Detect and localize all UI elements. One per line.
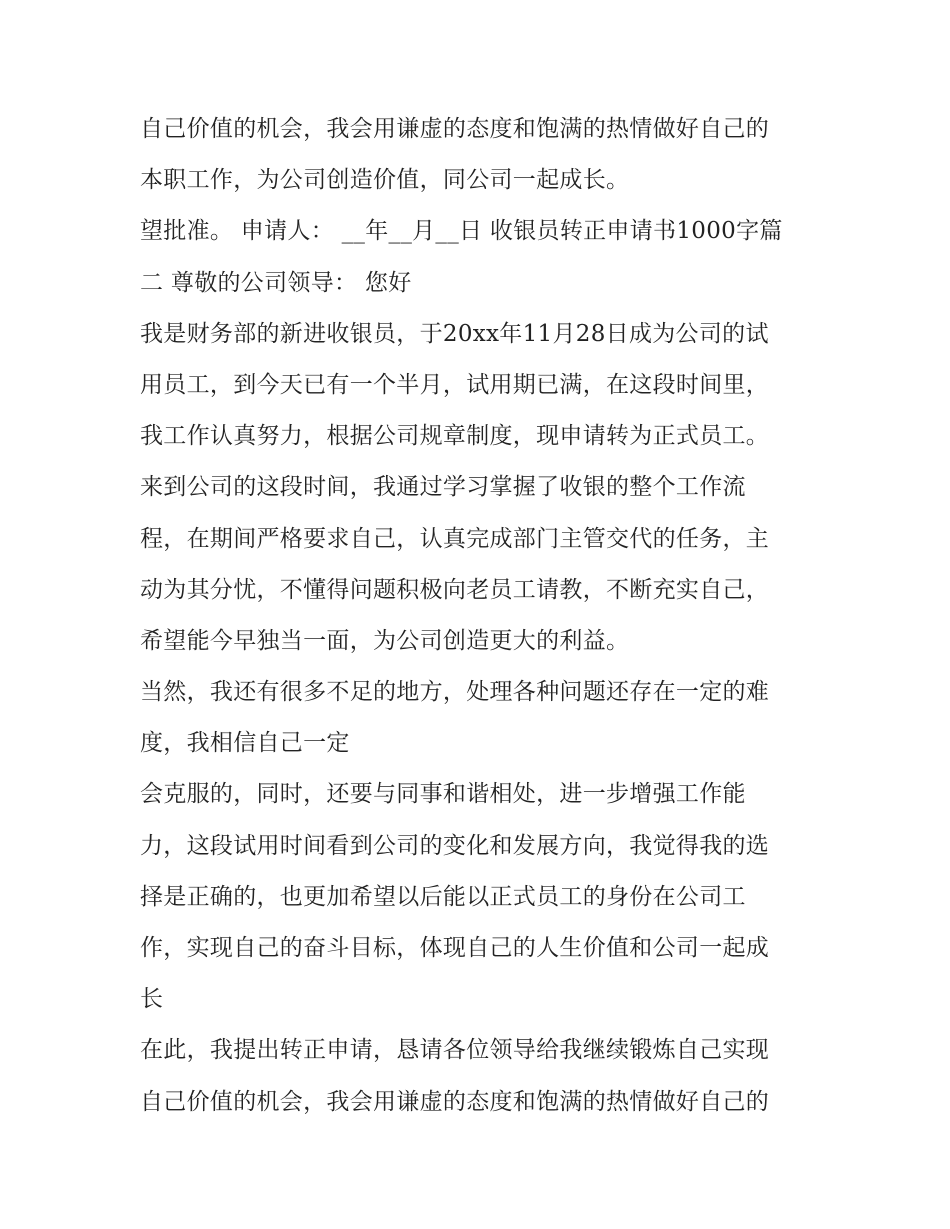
document-body: [140, 104, 820, 1128]
text-line: 度，我相信自己一定: [140, 730, 350, 757]
text-line: 望批准。 申请人： __年__月__日 收银员转正申请书1000字篇: [140, 218, 783, 245]
text-line: 择是正确的，也更加希望以后能以正式员工的身份在公司工: [140, 883, 746, 910]
text-line: 作，实现自己的奋斗目标，体现自己的人生价值和公司一起成: [140, 935, 770, 961]
text-line: 用员工，到今天已有一个半月，试用期已满，在这段时间里，: [140, 371, 770, 398]
text-line: 我是财务部的新进收银员，于20xx年11月28日成为公司的试: [140, 320, 769, 347]
text-line: 长: [140, 986, 164, 1013]
text-line: 来到公司的这段时间，我通过学习掌握了收银的整个工作流: [140, 474, 746, 501]
text-line: 程，在期间严格要求自己，认真完成部门主管交代的任务，主: [140, 525, 770, 552]
text-line: 会克服的，同时，还要与同事和谐相处，进一步增强工作能: [140, 781, 746, 808]
text-line: 我工作认真努力，根据公司规章制度，现申请转为正式员工。: [140, 423, 770, 450]
text-line: 当然，我还有很多不足的地方，处理各种问题还存在一定的难: [140, 679, 770, 706]
text-line: 自己价值的机会，我会用谦虚的态度和饱满的热情做好自己的: [140, 116, 770, 142]
text-line: 二 尊敬的公司领导： 您好: [140, 269, 412, 296]
text-line: 动为其分忧，不懂得问题积极向老员工请教，不断充实自己，: [140, 576, 770, 603]
text-line: 希望能今早独当一面，为公司创造更大的利益。: [140, 627, 630, 654]
text-line: 自己价值的机会，我会用谦虚的态度和饱满的热情做好自己的: [140, 1088, 770, 1115]
text-line: 力，这段试用时间看到公司的变化和发展方向，我觉得我的选: [140, 832, 770, 859]
text-line: 本职工作，为公司创造价值，同公司一起成长。: [140, 167, 630, 194]
text-line: 在此，我提出转正申请，恳请各位领导给我继续锻炼自己实现: [140, 1037, 770, 1064]
